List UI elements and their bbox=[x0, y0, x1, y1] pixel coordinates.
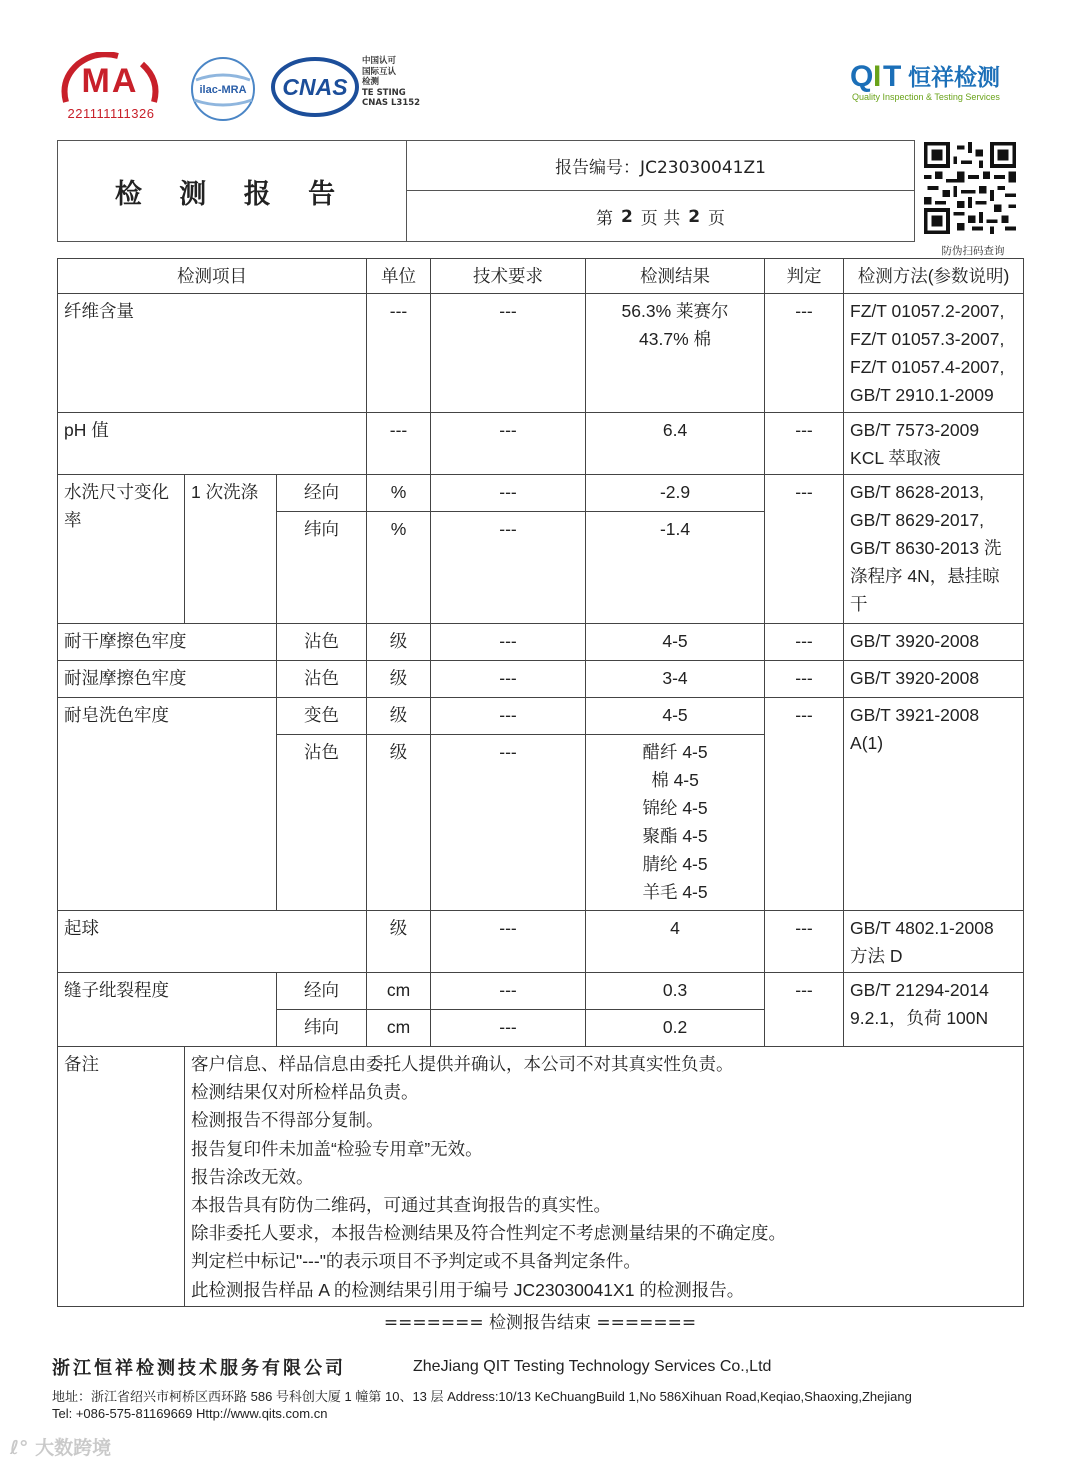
sub-item: 纬向 bbox=[277, 511, 366, 623]
judge-cell: --- bbox=[765, 413, 844, 475]
result-cell: 4 bbox=[586, 911, 765, 973]
method-line: GB/T 21294-2014 bbox=[850, 980, 989, 1000]
table-row bbox=[58, 413, 1024, 475]
method-line: GB/T 3921-2008 bbox=[850, 705, 980, 725]
ilac-mra-logo bbox=[188, 56, 258, 122]
table-row bbox=[58, 624, 1024, 661]
note-line: 报告涂改无效。 bbox=[191, 1166, 314, 1187]
test-item: 水洗尺寸变化率 bbox=[58, 475, 185, 624]
result-line: 羊毛 4-5 bbox=[642, 882, 708, 902]
method-line: A(1) bbox=[850, 733, 884, 753]
sub-item: 沾色 bbox=[277, 661, 367, 698]
svg-text:MA: MA bbox=[81, 62, 139, 100]
cnas-text bbox=[362, 56, 420, 109]
requirement-cell: --- bbox=[431, 911, 586, 973]
unit-value: 级 bbox=[367, 734, 430, 910]
unit-value: % bbox=[390, 482, 407, 502]
requirement-cell bbox=[431, 698, 586, 911]
watermark bbox=[10, 1433, 111, 1460]
result-cell bbox=[586, 698, 765, 911]
column-header: 单位 bbox=[367, 259, 431, 294]
note-line: 客户信息、样品信息由委托人提供并确认，本公司不对其真实性负责。 bbox=[191, 1054, 734, 1074]
result-line: 56.3% 莱赛尔 bbox=[621, 301, 729, 321]
requirement-value: --- bbox=[499, 980, 517, 1000]
method-line: FZ/T 01057.2-2007, bbox=[850, 301, 1005, 321]
result-list bbox=[586, 734, 764, 910]
unit-cell: --- bbox=[367, 294, 431, 413]
company-contact: Tel: +086-575-81169669 Http://www.qits.com.cn bbox=[52, 1406, 328, 1421]
qit-subtitle: Quality Inspection & Testing Services bbox=[852, 92, 1000, 102]
table-row bbox=[58, 294, 1024, 413]
cnas-line: TE STING bbox=[362, 87, 406, 98]
test-results-table bbox=[57, 258, 1024, 1307]
svg-text:恒祥检测: 恒祥检测 bbox=[908, 65, 1000, 91]
method-line: GB/T 7573-2009 bbox=[850, 420, 980, 440]
result-line: 醋纤 4-5 bbox=[642, 742, 708, 762]
requirement-value: --- bbox=[499, 705, 517, 725]
method-line: GB/T 2910.1-2009 bbox=[850, 385, 994, 405]
method-cell bbox=[844, 973, 1024, 1047]
judge-cell: --- bbox=[765, 294, 844, 413]
method-line: 方法 D bbox=[850, 946, 903, 966]
column-header: 检测项目 bbox=[58, 259, 367, 294]
result-value: 0.2 bbox=[586, 1009, 764, 1046]
test-item: 耐干摩擦色牢度 bbox=[58, 624, 277, 661]
result-cell: 4-5 bbox=[586, 624, 765, 661]
result-line: 43.7% 棉 bbox=[639, 329, 712, 349]
unit-cell bbox=[367, 973, 431, 1047]
page-indicator bbox=[406, 191, 915, 242]
cnas-logo bbox=[270, 56, 360, 118]
method-line: GB/T 8629-2017, bbox=[850, 510, 984, 530]
test-item: 纤维含量 bbox=[58, 294, 367, 413]
sub-item: 沾色 bbox=[277, 624, 367, 661]
test-item: 起球 bbox=[58, 911, 367, 973]
report-number: 报告编号：JC23030041Z1 bbox=[555, 157, 766, 178]
table-row bbox=[58, 475, 1024, 624]
requirement-cell bbox=[431, 475, 586, 624]
requirement-cell: --- bbox=[431, 661, 586, 698]
cnas-line: 中国认可 bbox=[362, 56, 397, 66]
method-cell: GB/T 3920-2008 bbox=[844, 661, 1024, 698]
requirement-value: --- bbox=[499, 482, 517, 502]
report-title: 检 测 报 告 bbox=[114, 178, 350, 210]
result-cell bbox=[586, 973, 765, 1047]
notes-row bbox=[58, 1047, 1024, 1307]
requirement-cell bbox=[431, 973, 586, 1047]
method-cell bbox=[844, 698, 1024, 911]
unit-cell: --- bbox=[367, 413, 431, 475]
column-header: 检测方法(参数说明) bbox=[844, 259, 1024, 294]
watermark-icon: ℓ° bbox=[10, 1437, 29, 1459]
result-line: 聚酯 4-5 bbox=[642, 826, 708, 846]
result-value: 0.3 bbox=[662, 980, 688, 1000]
result-line: 棉 4-5 bbox=[651, 770, 699, 790]
judge-cell: --- bbox=[765, 475, 844, 624]
table-row bbox=[58, 661, 1024, 698]
method-line: 干 bbox=[850, 594, 868, 614]
svg-text:Q: Q bbox=[850, 60, 874, 93]
note-line: 本报告具有防伪二维码，可通过其查询报告的真实性。 bbox=[191, 1195, 611, 1216]
note-line: 检测报告不得部分复制。 bbox=[191, 1110, 384, 1131]
wash-times: 1 次洗涤 bbox=[185, 475, 277, 624]
result-cell bbox=[586, 294, 765, 413]
result-line: 锦纶 4-5 bbox=[642, 798, 708, 818]
sub-item: 沾色 bbox=[277, 734, 366, 910]
svg-text:T: T bbox=[883, 60, 902, 93]
method-line: 9.2.1，负荷 100N bbox=[850, 1008, 989, 1028]
unit-value: cm bbox=[386, 980, 411, 1000]
table-row bbox=[58, 698, 1024, 911]
unit-value: 级 bbox=[389, 705, 408, 725]
method-cell bbox=[844, 294, 1024, 413]
test-item: 缝子纰裂程度 bbox=[58, 973, 277, 1047]
note-line: 判定栏中标记"---"的表示项目不予判定或不具备判定条件。 bbox=[191, 1251, 641, 1272]
requirement-value: --- bbox=[431, 1009, 585, 1046]
cma-number: 221111111326 bbox=[67, 106, 155, 121]
note-line: 报告复印件未加盖“检验专用章”无效。 bbox=[191, 1138, 483, 1159]
test-item: 耐湿摩擦色牢度 bbox=[58, 661, 277, 698]
unit-cell bbox=[367, 698, 431, 911]
result-cell: 6.4 bbox=[586, 413, 765, 475]
result-value: 4-5 bbox=[662, 705, 688, 725]
result-value: -2.9 bbox=[659, 482, 691, 502]
notes-content bbox=[185, 1047, 1024, 1307]
test-item: pH 值 bbox=[58, 413, 367, 475]
method-line: FZ/T 01057.3-2007, bbox=[850, 329, 1005, 349]
company-name-en: ZheJiang QIT Testing Technology Services Co.,Ltd bbox=[413, 1358, 772, 1375]
page-current: 2 bbox=[620, 206, 633, 227]
unit-value: % bbox=[367, 511, 430, 623]
svg-text:I: I bbox=[873, 60, 882, 93]
method-cell: GB/T 3920-2008 bbox=[844, 624, 1024, 661]
cnas-line: 检测 bbox=[362, 77, 380, 87]
company-address: 地址：浙江省绍兴市柯桥区西环路 586 号科创大厦 1 幢第 10、13 层 Address:10/13 KeChuangBuild 1,No 586Xihuan Road,Keqiao,Shaoxing,Zhejiang bbox=[52, 1389, 912, 1404]
svg-text:CNAS: CNAS bbox=[282, 74, 348, 100]
qr-code[interactable] bbox=[924, 142, 1016, 234]
page-total: 2 bbox=[688, 206, 701, 227]
page-suffix: 页 bbox=[708, 209, 726, 229]
table-row bbox=[58, 973, 1024, 1047]
sub-item-cell bbox=[277, 973, 367, 1047]
method-line: FZ/T 01057.4-2007, bbox=[850, 357, 1005, 377]
judge-cell: --- bbox=[765, 973, 844, 1047]
result-value: -1.4 bbox=[586, 511, 764, 623]
watermark-text: 大数跨境 bbox=[35, 1437, 112, 1459]
result-line: 腈纶 4-5 bbox=[642, 854, 708, 874]
cnas-line: CNAS L3152 bbox=[362, 98, 421, 108]
requirement-value: --- bbox=[431, 734, 585, 910]
sub-item: 纬向 bbox=[277, 1009, 366, 1046]
report-end-marker: ======= 检测报告结束 ======= bbox=[383, 1313, 697, 1333]
method-line: GB/T 8628-2013, bbox=[850, 482, 984, 502]
test-item: 耐皂洗色牢度 bbox=[58, 698, 277, 911]
method-line: 涤程序 4N，悬挂晾 bbox=[850, 566, 1000, 586]
sub-item: 经向 bbox=[304, 482, 340, 502]
unit-value: cm bbox=[367, 1009, 430, 1046]
judge-cell: --- bbox=[765, 911, 844, 973]
requirement-value: --- bbox=[431, 511, 585, 623]
unit-cell: 级 bbox=[367, 624, 431, 661]
sub-item: 变色 bbox=[304, 705, 340, 725]
column-header: 检测结果 bbox=[586, 259, 765, 294]
method-cell bbox=[844, 475, 1024, 624]
unit-cell: 级 bbox=[367, 661, 431, 698]
sub-item: 经向 bbox=[304, 980, 340, 1000]
requirement-cell: --- bbox=[431, 413, 586, 475]
note-line: 除非委托人要求，本报告检测结果及符合性判定不考虑测量结果的不确定度。 bbox=[191, 1223, 786, 1244]
note-line: 此检测报告样品 A 的检测结果引用于编号 JC23030041X1 的检测报告。 bbox=[191, 1279, 745, 1300]
cnas-line: 国际互认 bbox=[362, 66, 397, 77]
judge-cell: --- bbox=[765, 661, 844, 698]
result-cell bbox=[586, 475, 765, 624]
method-line: GB/T 8630-2013 洗 bbox=[850, 538, 1002, 558]
company-name-cn: 浙江恒祥检测技术服务有限公司 bbox=[52, 1358, 346, 1379]
method-line: KCL 萃取液 bbox=[850, 448, 941, 468]
column-header: 技术要求 bbox=[431, 259, 586, 294]
table-header-row bbox=[58, 259, 1024, 294]
note-line: 检测结果仅对所检样品负责。 bbox=[191, 1082, 419, 1103]
method-cell bbox=[844, 911, 1024, 973]
unit-cell bbox=[367, 475, 431, 624]
page-prefix: 第 bbox=[595, 209, 613, 229]
page-mid: 页 共 bbox=[640, 209, 681, 229]
requirement-cell: --- bbox=[431, 624, 586, 661]
notes-label: 备注 bbox=[58, 1047, 185, 1307]
judge-cell: --- bbox=[765, 624, 844, 661]
sub-item-cell bbox=[277, 698, 367, 911]
method-cell bbox=[844, 413, 1024, 475]
qr-caption: 防伪扫码查询 bbox=[941, 245, 1005, 257]
unit-cell: 级 bbox=[367, 911, 431, 973]
table-row bbox=[58, 911, 1024, 973]
svg-text:ilac-MRA: ilac-MRA bbox=[199, 84, 247, 96]
result-cell: 3-4 bbox=[586, 661, 765, 698]
judge-cell: --- bbox=[765, 698, 844, 911]
column-header: 判定 bbox=[765, 259, 844, 294]
method-line: GB/T 4802.1-2008 bbox=[850, 918, 994, 938]
requirement-cell: --- bbox=[431, 294, 586, 413]
sub-item-cell bbox=[277, 475, 367, 624]
